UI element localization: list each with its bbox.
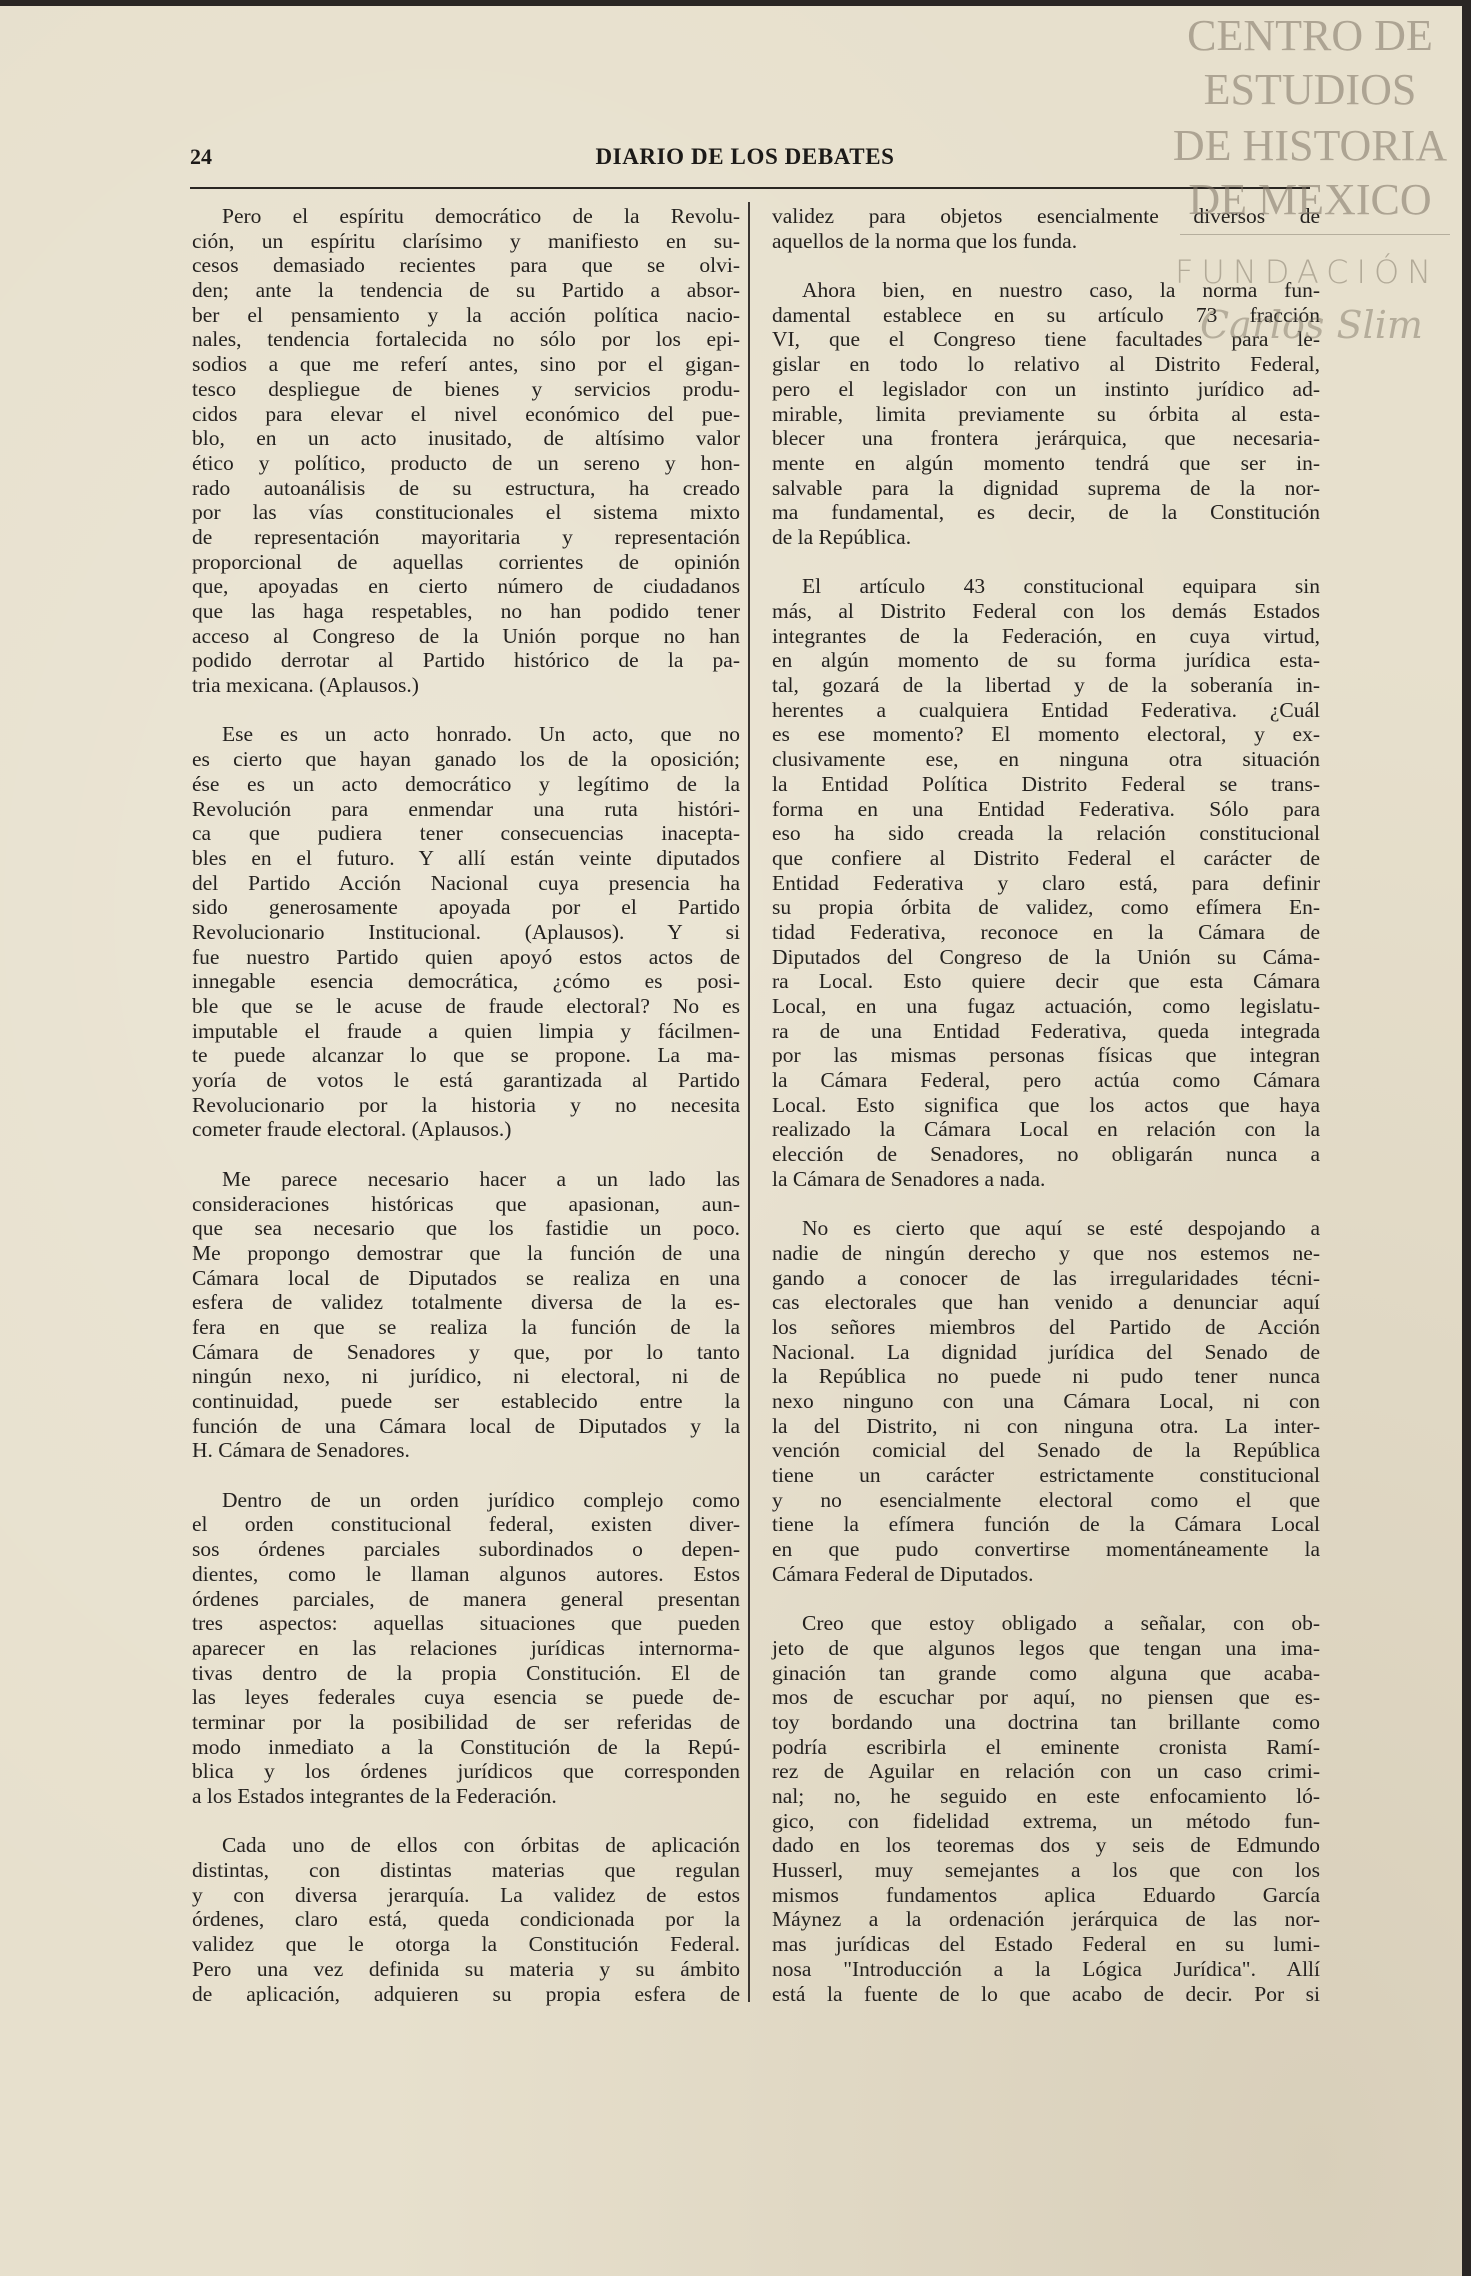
text-line: gislar en todo lo relativo al Distrito Federal, bbox=[772, 352, 1320, 377]
text-line: dado en los teoremas dos y seis de Edmundo bbox=[772, 1833, 1320, 1858]
right-column bbox=[772, 204, 1320, 2031]
text-line: y no esencialmente electoral como el que bbox=[772, 1487, 1320, 1512]
text-line: fera en que se realiza la función de la bbox=[192, 1314, 740, 1339]
text-line: la del Distrito, ni con ninguna otra. La inter- bbox=[772, 1413, 1320, 1438]
watermark-line: ESTUDIOS bbox=[1203, 65, 1417, 114]
text-line: Revolucionario Institucional. (Aplausos). Y si bbox=[192, 919, 740, 944]
text-line: Revolución para enmendar una ruta históri- bbox=[192, 796, 740, 821]
paragraph bbox=[772, 278, 1320, 550]
text-line: ra Local. Esto quiere decir que esta Cámara bbox=[772, 969, 1320, 994]
text-line: la Cámara Federal, pero actúa como Cámara bbox=[772, 1068, 1320, 1093]
paragraph bbox=[772, 574, 1320, 1191]
text-line: consideraciones históricas que apasionan, aun- bbox=[192, 1191, 740, 1216]
text-line: tivas dentro de la propia Constitución. El de bbox=[192, 1660, 740, 1685]
text-line: H. Cámara de Senadores. bbox=[192, 1438, 410, 1463]
text-line: la Entidad Política Distrito Federal se trans- bbox=[772, 771, 1320, 796]
paragraph bbox=[772, 204, 1320, 253]
text-line: No es cierto que aquí se esté despojando a bbox=[802, 1216, 1320, 1241]
watermark-line: CENTRO DE bbox=[1187, 11, 1433, 60]
paragraph bbox=[192, 1488, 740, 1809]
text-line: forma en una Entidad Federativa. Sólo para bbox=[772, 796, 1320, 821]
text-line: mente en algún momento tendrá que ser in- bbox=[772, 450, 1320, 475]
page-paper bbox=[0, 6, 1462, 2276]
text-line: proporcional de aquellas corrientes de opinión bbox=[192, 549, 740, 574]
watermark-line: DE MEXICO bbox=[1188, 175, 1432, 224]
text-line: en que pudo convertirse momentáneamente la bbox=[772, 1537, 1320, 1562]
text-line: validez que le otorga la Constitución Federal. bbox=[192, 1932, 740, 1957]
text-line: las leyes federales cuya esencia se puede de- bbox=[192, 1685, 740, 1710]
text-line: esfera de validez totalmente diversa de la es- bbox=[192, 1290, 740, 1315]
text-line: el orden constitucional federal, existen diver- bbox=[192, 1512, 740, 1537]
text-line: en algún momento de su forma jurídica esta- bbox=[772, 648, 1320, 673]
text-line: pero el legislador con un instinto jurídico ad- bbox=[772, 376, 1320, 401]
text-line: Cámara de Senadores y que, por lo tanto bbox=[192, 1339, 740, 1364]
text-line: Husserl, muy semejantes a los que con los bbox=[772, 1858, 1320, 1883]
text-line: es ese momento? El momento electoral, y ex- bbox=[772, 722, 1320, 747]
text-line: mas jurídicas del Estado Federal en su lumi- bbox=[772, 1932, 1320, 1957]
text-line: por las vías constitucionales el sistema mixto bbox=[192, 500, 740, 525]
paragraph bbox=[192, 204, 740, 698]
text-line: más, al Distrito Federal con los demás Estados bbox=[772, 599, 1320, 623]
text-line: de representación mayoritaria y representación bbox=[192, 524, 740, 549]
text-line: que sea necesario que los fastidie un poco. bbox=[192, 1216, 740, 1241]
text-line: Cada uno de ellos con órbitas de aplicación bbox=[222, 1833, 740, 1858]
text-line: de aplicación, adquieren su propia esfera de bbox=[192, 1981, 740, 2006]
watermark-line: DE HISTORIA bbox=[1172, 121, 1448, 170]
text-line: Nacional. La dignidad jurídica del Senado de bbox=[772, 1339, 1320, 1364]
page-number: 24 bbox=[190, 144, 212, 169]
text-line: órdenes, claro está, queda condicionada por la bbox=[192, 1907, 740, 1932]
text-line: su propia órbita de validez, como efímera En- bbox=[772, 895, 1320, 920]
header-rule bbox=[190, 187, 1310, 189]
text-line: Cámara Federal de Diputados. bbox=[772, 1561, 1034, 1586]
paragraph bbox=[192, 1167, 740, 1463]
paragraph bbox=[192, 722, 740, 1142]
text-line: realizado la Cámara Local en relación con la bbox=[772, 1117, 1320, 1142]
text-line: toy bordando una doctrina tan brillante como bbox=[772, 1709, 1320, 1734]
text-line: dientes, como le llaman algunos autores. Estos bbox=[192, 1561, 740, 1586]
text-line: los señores miembros del Partido de Acción bbox=[772, 1314, 1320, 1339]
text-line: te puede alcanzar lo que se propone. La ma- bbox=[192, 1043, 740, 1068]
text-line: del Partido Acción Nacional cuya presencia ha bbox=[192, 870, 740, 895]
text-line: Diputados del Congreso de la Unión su Cáma- bbox=[772, 944, 1320, 969]
watermark-foundation: FUNDACIÓN bbox=[1175, 253, 1440, 291]
text-line: función de una Cámara local de Diputados y la bbox=[192, 1413, 740, 1438]
paragraph bbox=[772, 1611, 1320, 2006]
text-line: Ese es un acto honrado. Un acto, que no bbox=[222, 722, 740, 747]
text-line: jeto de que algunos legos que tengan una ima- bbox=[772, 1635, 1320, 1660]
paragraph bbox=[772, 1216, 1320, 1586]
text-line: nal; no, he seguido en este enfocamiento ló- bbox=[772, 1784, 1320, 1808]
text-line: Pero el espíritu democrático de la Revolu- bbox=[222, 204, 740, 228]
text-line: innegable esencia democrática, ¿cómo es posi- bbox=[192, 969, 740, 994]
text-line: es cierto que hayan ganado los de la oposición; bbox=[192, 747, 740, 772]
text-line: cas electorales que han venido a denunciar aquí bbox=[772, 1290, 1320, 1315]
text-line: aquellos de la norma que los funda. bbox=[772, 228, 1078, 253]
text-line: aparecer en las relaciones jurídicas internorma- bbox=[192, 1635, 740, 1660]
watermark-signature: Carlos Slim bbox=[1200, 303, 1423, 347]
text-line: terminar por la posibilidad de ser referidas de bbox=[192, 1709, 740, 1734]
text-line: nadie de ningún derecho y que nos estemos ne- bbox=[772, 1240, 1320, 1265]
text-line: den; ante la tendencia de su Partido a absor- bbox=[192, 278, 740, 303]
text-line: Cámara local de Diputados se realiza en una bbox=[192, 1265, 740, 1290]
text-line: vención comicial del Senado de la República bbox=[772, 1438, 1320, 1463]
text-line: está la fuente de lo que acabo de decir. Por si bbox=[772, 1981, 1320, 2006]
text-line: herentes a cualquiera Entidad Federativa. ¿Cuál bbox=[772, 697, 1320, 722]
text-line: podido derrotar al Partido histórico de la pa- bbox=[192, 648, 740, 673]
text-line: El artículo 43 constitucional equipara sin bbox=[802, 574, 1320, 599]
text-line: Dentro de un orden jurídico complejo como bbox=[222, 1487, 740, 1512]
text-line: mirable, limita previamente su órbita al esta- bbox=[772, 401, 1320, 426]
text-line: Me propongo demostrar que la función de una bbox=[192, 1240, 740, 1265]
text-line: que, apoyadas en cierto número de ciudadanos bbox=[192, 574, 740, 599]
text-line: validez para objetos esencialmente diversos de bbox=[772, 204, 1320, 228]
text-line: gico, con fidelidad extrema, un método fun- bbox=[772, 1808, 1320, 1833]
text-line: a los Estados integrantes de la Federación. bbox=[192, 1784, 557, 1808]
text-line: Local, en una fugaz actuación, como legislatu- bbox=[772, 994, 1320, 1018]
text-line: tal, gozará de la libertad y de la soberanía in- bbox=[772, 673, 1320, 698]
text-line: ble que se le acuse de fraude electoral? No es bbox=[192, 994, 740, 1018]
text-line: ético y político, producto de un sereno y hon- bbox=[192, 450, 740, 475]
text-line: nosa "Introducción a la Lógica Jurídica". Allí bbox=[772, 1956, 1320, 1981]
left-column bbox=[192, 204, 740, 2031]
text-line: sodios a que me referí antes, sino por el gigan- bbox=[192, 352, 740, 377]
text-line: de la República. bbox=[772, 524, 912, 549]
text-line: fue nuestro Partido quien apoyó estos actos de bbox=[192, 944, 740, 969]
text-line: cometer fraude electoral. (Aplausos.) bbox=[192, 1117, 512, 1142]
text-line: tesco despliegue de bienes y servicios produ- bbox=[192, 376, 740, 401]
text-line: eso ha sido creada la relación constitucional bbox=[772, 821, 1320, 846]
text-line: podría escribirla el eminente cronista Ramí- bbox=[772, 1734, 1320, 1759]
text-line: Pero una vez definida su materia y su ámbito bbox=[192, 1956, 740, 1981]
text-line: blica y los órdenes jurídicos que corresponden bbox=[192, 1759, 740, 1784]
text-line: y con diversa jerarquía. La validez de estos bbox=[192, 1882, 740, 1907]
text-line: damental establece en su artículo 73 fracción bbox=[772, 302, 1320, 327]
text-line: ca que pudiera tener consecuencias inacepta- bbox=[192, 821, 740, 846]
text-line: por las mismas personas físicas que integran bbox=[772, 1043, 1320, 1068]
text-line: tiene la efímera función de la Cámara Local bbox=[772, 1512, 1320, 1537]
paragraph bbox=[192, 1833, 740, 2006]
text-line: bles en el futuro. Y allí están veinte diputados bbox=[192, 845, 740, 870]
text-line: ber el pensamiento y la acción política nacio- bbox=[192, 302, 740, 327]
text-line: yoría de votos le está garantizada al Partido bbox=[192, 1068, 740, 1093]
text-line: Ahora bien, en nuestro caso, la norma fun- bbox=[802, 278, 1320, 303]
text-line: Me parece necesario hacer a un lado las bbox=[222, 1166, 740, 1191]
text-line: ma fundamental, es decir, de la Constitución bbox=[772, 500, 1320, 525]
text-line: VI, que el Congreso tiene facultades para le- bbox=[772, 327, 1320, 352]
text-line: sos órdenes parciales subordinados o depen- bbox=[192, 1537, 740, 1562]
text-line: nales, tendencia fortalecida no sólo por los epi- bbox=[192, 327, 740, 352]
text-line: la Cámara de Senadores a nada. bbox=[772, 1166, 1046, 1191]
text-line: Máynez a la ordenación jerárquica de las nor- bbox=[772, 1907, 1320, 1932]
text-line: distintas, con distintas materias que regulan bbox=[192, 1858, 740, 1883]
text-line: rez de Aguilar en relación con un caso crimi- bbox=[772, 1759, 1320, 1784]
text-line: que las haga respetables, no han podido tener bbox=[192, 599, 740, 623]
text-line: la República no puede ni pudo tener nunca bbox=[772, 1364, 1320, 1389]
text-line: modo inmediato a la Constitución de la Repú- bbox=[192, 1734, 740, 1759]
text-line: tres aspectos: aquellas situaciones que pueden bbox=[192, 1611, 740, 1636]
text-line: Revolucionario por la historia y no necesita bbox=[192, 1092, 740, 1117]
text-line: clusivamente ese, en ninguna otra situación bbox=[772, 747, 1320, 772]
text-line: nexo ninguno con una Cámara Local, ni con bbox=[772, 1389, 1320, 1413]
text-line: tiene un carácter estrictamente constitucional bbox=[772, 1463, 1320, 1488]
column-divider bbox=[748, 202, 750, 2002]
text-line: ése es un acto democrático y legítimo de la bbox=[192, 771, 740, 796]
text-line: blecer una frontera jerárquica, que necesaria- bbox=[772, 426, 1320, 451]
text-line: cidos para elevar el nivel económico del pue- bbox=[192, 401, 740, 426]
text-line: tidad Federativa, reconoce en la Cámara de bbox=[772, 919, 1320, 944]
text-line: rado autoanálisis de su estructura, ha creado bbox=[192, 475, 740, 500]
text-line: integrantes de la Federación, en cuya virtud, bbox=[772, 623, 1320, 648]
text-line: gando a conocer de las irregularidades técni- bbox=[772, 1265, 1320, 1290]
text-line: continuidad, puede ser establecido entre la bbox=[192, 1389, 740, 1413]
text-line: que confiere al Distrito Federal el carácter de bbox=[772, 845, 1320, 870]
text-line: tria mexicana. (Aplausos.) bbox=[192, 673, 419, 698]
text-line: mos de escuchar por aquí, no piensen que es- bbox=[772, 1685, 1320, 1710]
text-line: salvable para la dignidad suprema de la nor- bbox=[772, 475, 1320, 500]
text-line: ningún nexo, ni jurídico, ni electoral, ni de bbox=[192, 1364, 740, 1389]
text-line: blo, en un acto inusitado, de altísimo valor bbox=[192, 426, 740, 451]
text-line: Entidad Federativa y claro está, para definir bbox=[772, 870, 1320, 895]
text-line: elección de Senadores, no obligarán nunca a bbox=[772, 1142, 1320, 1167]
text-line: Creo que estoy obligado a señalar, con ob- bbox=[802, 1611, 1320, 1636]
text-line: acceso al Congreso de la Unión porque no han bbox=[192, 623, 740, 648]
text-line: órdenes parciales, de manera general presentan bbox=[192, 1586, 740, 1611]
text-line: mismos fundamentos aplica Eduardo García bbox=[772, 1882, 1320, 1907]
publication-title: DIARIO DE LOS DEBATES bbox=[595, 144, 895, 169]
text-line: ción, un espíritu clarísimo y manifiesto en su- bbox=[192, 228, 740, 253]
text-line: Local. Esto significa que los actos que haya bbox=[772, 1092, 1320, 1117]
text-line: cesos demasiado recientes para que se olvi- bbox=[192, 253, 740, 278]
text-line: ra de una Entidad Federativa, queda integrada bbox=[772, 1018, 1320, 1043]
text-line: sido generosamente apoyada por el Partido bbox=[192, 895, 740, 920]
text-line: imputable el fraude a quien limpia y fácilmen- bbox=[192, 1018, 740, 1043]
text-line: ginación tan grande como alguna que acaba- bbox=[772, 1660, 1320, 1685]
